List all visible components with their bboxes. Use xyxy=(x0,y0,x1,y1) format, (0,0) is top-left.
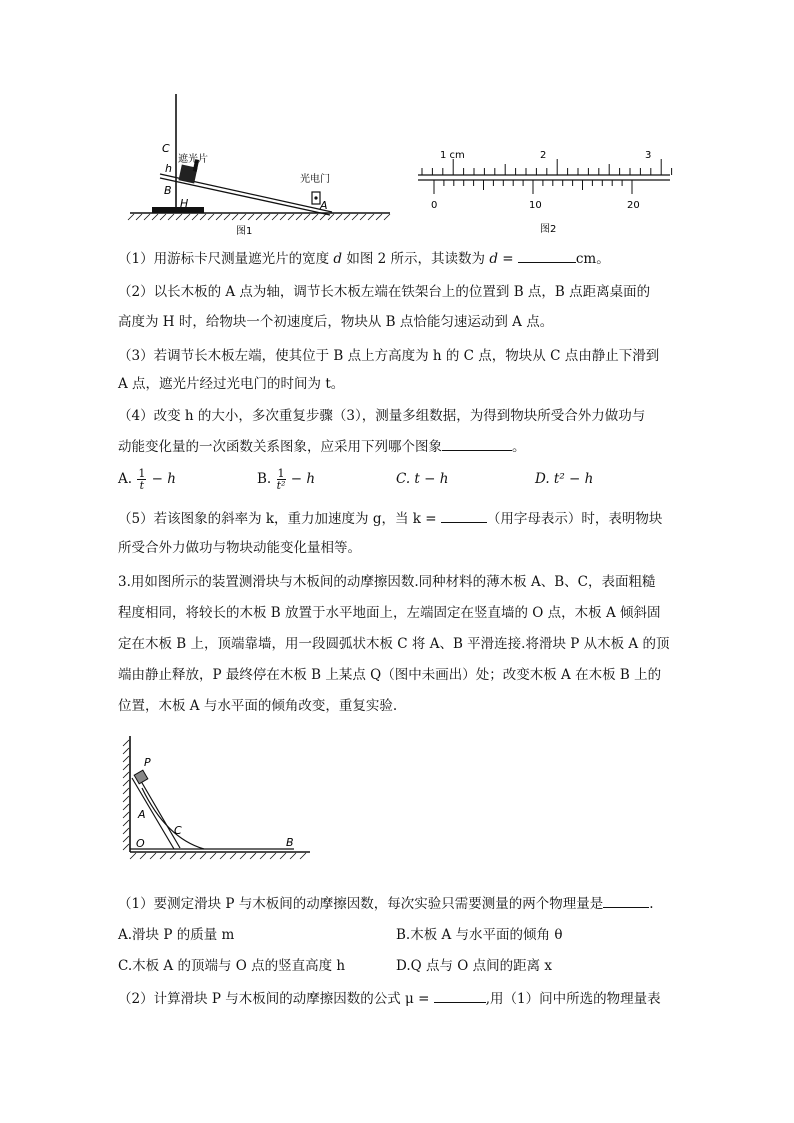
p3-option-d[interactable]: D.Q 点与 O 点间的距离 x xyxy=(396,958,553,974)
q2-line-1: （2）以长木板的 A 点为轴，调节长木板左端在铁架台上的位置到 B 点，B 点距离桌面的 xyxy=(118,284,651,300)
fig1-label-shade: 遮光片 xyxy=(178,154,208,165)
figure-2-vernier xyxy=(410,140,680,240)
p3-intro-line-1: 3.用如图所示的装置测滑块与木板间的动摩擦因数.同种材料的薄木板 A、B、C，表面粗糙 xyxy=(118,574,656,590)
fig1-label-H: H xyxy=(180,197,189,210)
p3-intro-line-4: 端由静止释放，P 最终停在木板 B 上某点 Q（图中未画出）处；改变木板 A 在木板 B 上的 xyxy=(118,667,662,683)
fig2-vernier-label-10: 10 xyxy=(529,200,542,211)
fig3-label-O: O xyxy=(136,837,145,850)
fig2-main-label-2: 2 xyxy=(540,150,547,161)
q4-option-d[interactable]: D. t² − h xyxy=(535,471,594,487)
fig2-main-label-1: 1 cm xyxy=(440,150,465,161)
q5-line-2: 所受合外力做功与物块动能变化量相等。 xyxy=(118,540,361,556)
q5-answer-blank[interactable] xyxy=(441,508,487,523)
q4-option-c[interactable]: C. t − h xyxy=(396,471,449,487)
q3-line-1: （3）若调节长木板左端，使其位于 B 点上方高度为 h 的 C 点，物块从 C 点由静止下滑到 xyxy=(118,348,660,364)
p3-q1-line: （1）要测定滑块 P 与木板间的动摩擦因数，每次实验只需要测量的两个物理量是 . xyxy=(118,893,678,914)
p3-option-b[interactable]: B.木板 A 与水平面的倾角 θ xyxy=(396,927,563,943)
p3-option-a[interactable]: A.滑块 P 的质量 m xyxy=(118,927,235,943)
fig3-label-A: A xyxy=(138,808,146,821)
q1-answer-blank[interactable] xyxy=(518,248,576,263)
fig2-vernier-label-20: 20 xyxy=(627,200,640,211)
fig1-label-B: B xyxy=(164,184,172,197)
fig1-label-gate: 光电门 xyxy=(300,174,330,185)
q1-line: （1）用游标卡尺测量遮光片的宽度 d 如图 2 所示，其读数为 d = cm。 xyxy=(118,248,678,269)
fig2-main-label-3: 3 xyxy=(645,150,652,161)
fig1-caption: 图1 xyxy=(236,226,253,237)
fig1-label-A: A xyxy=(320,199,328,212)
p3-q2-line: （2）计算滑块 P 与木板间的动摩擦因数的公式 μ = ,用（1）问中所选的物理量表 xyxy=(118,988,678,1009)
q4-option-a[interactable]: A. $\frac{1}{t}$ − h xyxy=(118,467,176,492)
q4-line-1: （4）改变 h 的大小，多次重复步骤（3），测量多组数据，为得到物块所受合外力做功与 xyxy=(118,408,646,424)
q4-option-b[interactable]: B. $\frac{1}{\text{t²}}$ − h xyxy=(257,467,316,492)
p3-q1-answer-blank[interactable] xyxy=(603,893,649,908)
p3-intro-line-3: 定在木板 B 上，顶端靠墙，用一段圆弧状木板 C 将 A、B 平滑连接.将滑块 P 从木板 A 的顶 xyxy=(118,636,670,652)
q3-line-2: A 点，遮光片经过光电门的时间为 t。 xyxy=(118,376,345,392)
fig1-label-h: h xyxy=(165,162,172,175)
p3-q2-answer-blank[interactable] xyxy=(434,988,486,1003)
q4-line-2: 动能变化量的一次函数关系图象，应采用下列哪个图象 。 xyxy=(118,436,678,457)
fig3-label-C: C xyxy=(174,824,182,837)
fig3-label-B: B xyxy=(286,836,294,849)
q4-answer-blank[interactable] xyxy=(442,436,512,451)
p3-option-c[interactable]: C.木板 A 的顶端与 O 点的竖直高度 h xyxy=(118,958,346,974)
figure-3-ramp xyxy=(118,730,318,870)
figure-1-incline xyxy=(120,88,395,238)
fig3-label-P: P xyxy=(144,756,151,769)
q5-line-1: （5）若该图象的斜率为 k，重力加速度为 g，当 k = （用字母表示）时，表明物块 xyxy=(118,508,678,529)
q2-line-2: 高度为 H 时，给物块一个初速度后，物块从 B 点恰能匀速运动到 A 点。 xyxy=(118,314,554,330)
fig1-label-C: C xyxy=(162,142,170,155)
p3-intro-line-2: 程度相同，将较长的木板 B 放置于水平地面上，左端固定在竖直墙的 O 点，木板 A 倾斜固 xyxy=(118,605,661,621)
fig2-caption: 图2 xyxy=(540,224,557,235)
fig2-vernier-label-0: 0 xyxy=(431,200,438,211)
p3-intro-line-5: 位置，木板 A 与水平面的倾角改变，重复实验. xyxy=(118,698,398,714)
